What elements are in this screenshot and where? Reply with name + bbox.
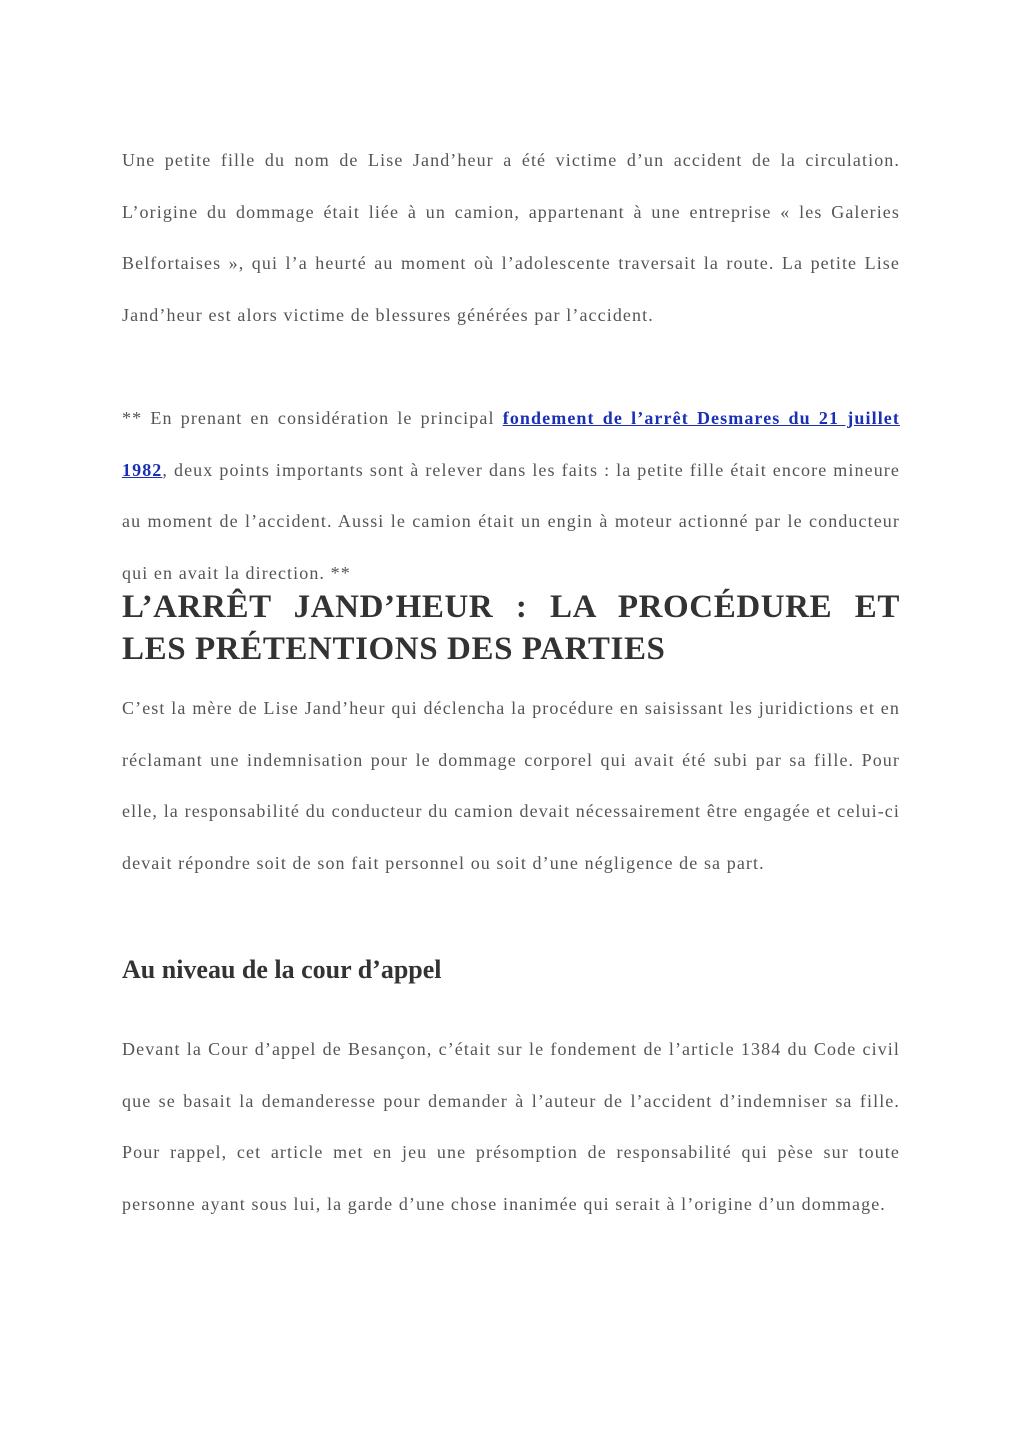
note-suffix: , deux points importants sont à relever dans les faits : la petite fille était encore mineure au moment de l’accident. Aussi le camion était un engin à moteur actionné par le conducteur qui en avait la direction. **: [122, 459, 900, 583]
desmares-link[interactable]: fondement de l’arrêt Desmares du 21 juillet 1982: [122, 408, 900, 480]
intro-paragraph: Une petite fille du nom de Lise Jand’heur a été victime d’un accident de la circulation. L’origine du dommage était liée à un camion, appartenant à une entreprise « les Galeries Belfortaises », qui l’a heurté au moment où l’adolescente traversait la route. La petite Lise Jand’heur est alors victime de blessures générées par l’accident.: [122, 150, 900, 325]
procedure-paragraph: C’est la mère de Lise Jand’heur qui déclencha la procédure en saisissant les juridictions et en réclamant une indemnisation pour le dommage corporel qui avait été subi par sa fille. Pour elle, la responsabilité du conducteur du camion devait nécessairement être engagée et celui-ci devait répondre soit de son fait personnel ou soit d’une négligence de sa part.: [122, 698, 900, 873]
note-prefix: ** En prenant en considération le principal: [122, 408, 503, 428]
subsection-heading: Au niveau de la cour d’appel: [122, 955, 442, 984]
section-heading: L’ARRÊT JAND’HEUR : LA PROCÉDURE ET LES PRÉTENTIONS DES PARTIES: [122, 589, 900, 667]
appeal-paragraph: Devant la Cour d’appel de Besançon, c’était sur le fondement de l’article 1384 du Code civil que se basait la demanderesse pour demander à l’auteur de l’accident d’indemniser sa fille. Pour rappel, cet article met en jeu une présomption de responsabilité qui pèse sur toute personne ayant sous lui, la garde d’une chose inanimée qui serait à l’origine d’un dommage.: [122, 1039, 900, 1214]
note-paragraph: [122, 393, 900, 599]
